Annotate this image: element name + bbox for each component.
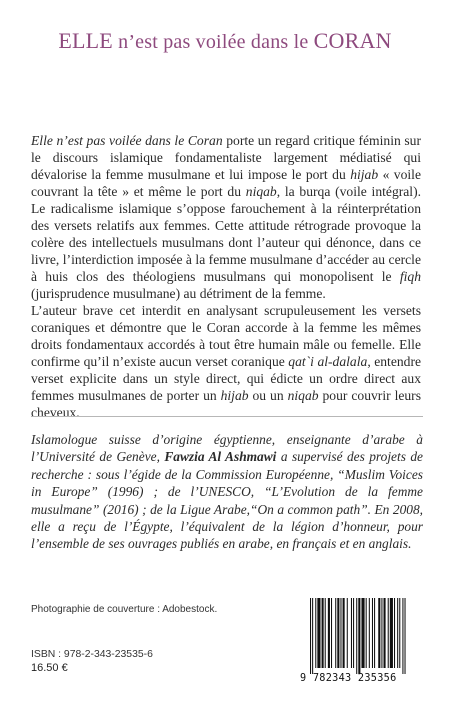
text-run: « voile couvrant la tête » et même le port du <box>31 167 421 199</box>
book-title <box>0 28 450 54</box>
photo-credit: Photographie de couverture : Adobestock. <box>31 604 218 615</box>
author-name: Fawzia Al Ashmawi <box>164 449 277 465</box>
price: 16.50 € <box>31 662 68 674</box>
text-run: ou un <box>248 388 288 403</box>
section-divider <box>31 416 423 417</box>
text-run: L’auteur brave cet interdit en analysant scrupuleusement les versets coraniques et démontre que le Coran accorde à la femme les mêmes droits fondamentaux accordés à tout être humain mâle ou femelle. Elle confirme qu’il n’existe aucun verset coranique <box>31 303 421 369</box>
isbn: ISBN : 978-2-343-23535-6 <box>31 649 153 660</box>
text-run: pour couvrir leurs cheveux. <box>31 388 421 420</box>
text-run: (jurisprudence musulmane) au détriment de la femme. <box>31 286 326 301</box>
text-run: , la burqa (voile intégral). Le radicalisme islamique s’oppose farouchement à la réinterprétation des versets relatifs aux femmes. Cette attitude rétrograde provoque la colère des intellectuels musulmans dont l’auteur qui dénonce, dans ce livre, l’interdiction imposée à la femme musulmane d’accéder au cercle à huis clos des théologiens musulmans qui monopolisent le <box>31 184 421 284</box>
text-run: porte un regard critique féminin sur le discours islamique fondamentaliste largement médiatisé qui dévalorise la femme musulmane et lui impose le port du <box>31 133 422 182</box>
title-part: ELLE <box>58 28 113 53</box>
title-part: n’est pas voilée dans le <box>112 31 314 53</box>
book-title-italic: Elle n’est pas voilée dans le Coran <box>31 133 223 148</box>
term-italic: niqab <box>245 184 277 199</box>
author-bio <box>31 431 423 553</box>
text-run: , entendre verset explicite dans un style direct, qui édicte un ordre direct aux femmes musulmanes de porter un <box>31 354 422 403</box>
term-italic: qat`i al-dalala <box>288 354 368 369</box>
text-run: a supervisé des projets de recherche : sous l’égide de la Commission Européenne, “Muslim Voices in Europe” (1996) ; de l’UNESCO, “L’Evolution de la femme musulmane” (2016) ; de la Ligue Arabe,“On a common path”. En 2008, elle a reçu de l’Égypte, l’équivalent de la légion d’honneur, pour l’ensemble de ses ouvrages publiés en arabe, en français et en anglais. <box>31 449 423 552</box>
term-italic: fiqh <box>399 269 421 284</box>
term-italic: niqab <box>287 388 319 403</box>
barcode <box>300 598 426 688</box>
description-paragraph <box>31 302 421 421</box>
barcode-digits: 9 782343 235356 <box>300 673 397 684</box>
barcode-bars-icon <box>300 598 426 674</box>
title-part: CORAN <box>313 28 392 53</box>
term-italic: hijab <box>350 167 379 182</box>
back-cover-description <box>31 132 421 421</box>
description-paragraph <box>31 132 421 302</box>
term-italic: hijab <box>220 388 249 403</box>
text-run: Islamologue suisse d’origine égyptienne, enseignante d’arabe à l’Université de Genève, <box>31 432 423 465</box>
